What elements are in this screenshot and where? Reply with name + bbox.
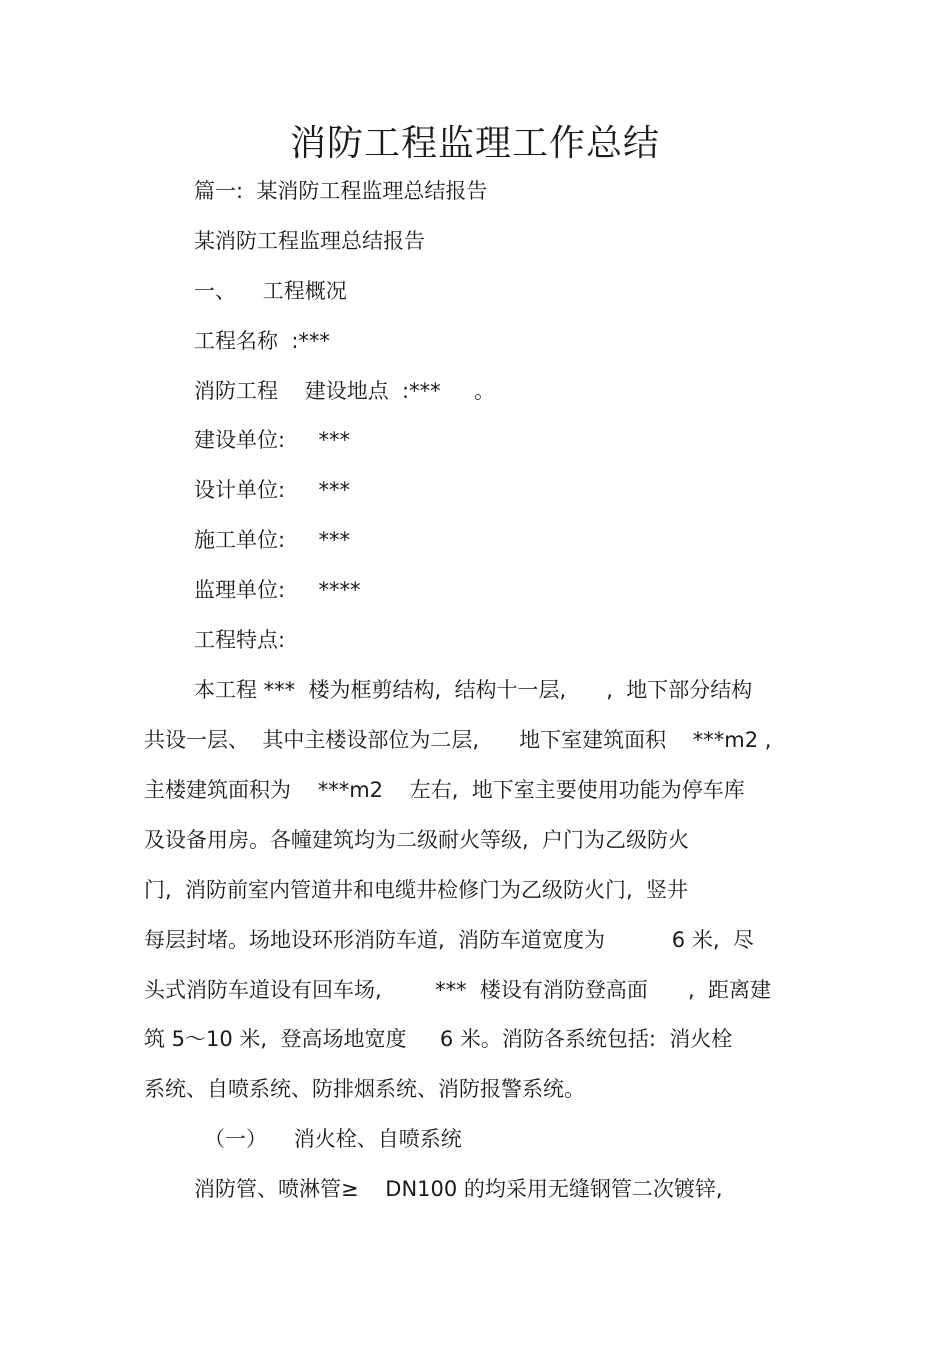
paragraph-line: 及设备用房。各幢建筑均为二级耐火等级, 户门为乙级防火 — [144, 828, 690, 852]
paragraph-line: 门, 消防前室内管道井和电缆井检修门为乙级防火门, 竖井 — [144, 878, 689, 902]
supervision-unit-line: 监理单位: **** — [194, 578, 361, 602]
builder-unit-line: 施工单位: *** — [194, 528, 350, 552]
paragraph-line: 筑 5～10 米, 登高场地宽度 6 米。消防各系统包括: 消火栓 — [144, 1027, 733, 1051]
paragraph-line: 系统、自喷系统、防排烟系统、消防报警系统。 — [144, 1077, 585, 1101]
paragraph-line: 主楼建筑面积为 ***m2 左右, 地下室主要使用功能为停车库 — [144, 778, 745, 802]
paragraph-line: 头式消防车道设有回车场, *** 楼设有消防登高面 , 距离建 — [144, 978, 772, 1002]
paragraph-line: 每层封堵。场地设环形消防车道, 消防车道宽度为 6 米, 尽 — [144, 928, 754, 952]
report-title: 某消防工程监理总结报告 — [194, 229, 425, 253]
project-name-line: 工程名称 :*** — [194, 329, 330, 353]
design-unit-line: 设计单位: *** — [194, 478, 350, 502]
section-heading-overview: 一、 工程概况 — [194, 279, 347, 303]
paragraph-line: 共设一层、 其中主楼设部位为二层, 地下室建筑面积 ***m2 , — [144, 728, 772, 752]
subsection-heading-hydrant: （一） 消火栓、自喷系统 — [204, 1127, 462, 1151]
construction-unit-line: 建设单位: *** — [194, 428, 350, 452]
section-heading-part-one: 篇一: 某消防工程监理总结报告 — [194, 179, 488, 203]
document-title: 消防工程监理工作总结 — [289, 123, 660, 164]
project-features-heading: 工程特点: — [194, 628, 286, 652]
paragraph-line: 本工程 *** 楼为框剪结构, 结构十一层, , 地下部分结构 — [194, 678, 753, 702]
paragraph-line: 消防管、喷淋管≥ DN100 的均采用无缝钢管二次镀锌, — [194, 1177, 723, 1201]
project-location-line: 消防工程 建设地点 :*** 。 — [194, 379, 496, 403]
